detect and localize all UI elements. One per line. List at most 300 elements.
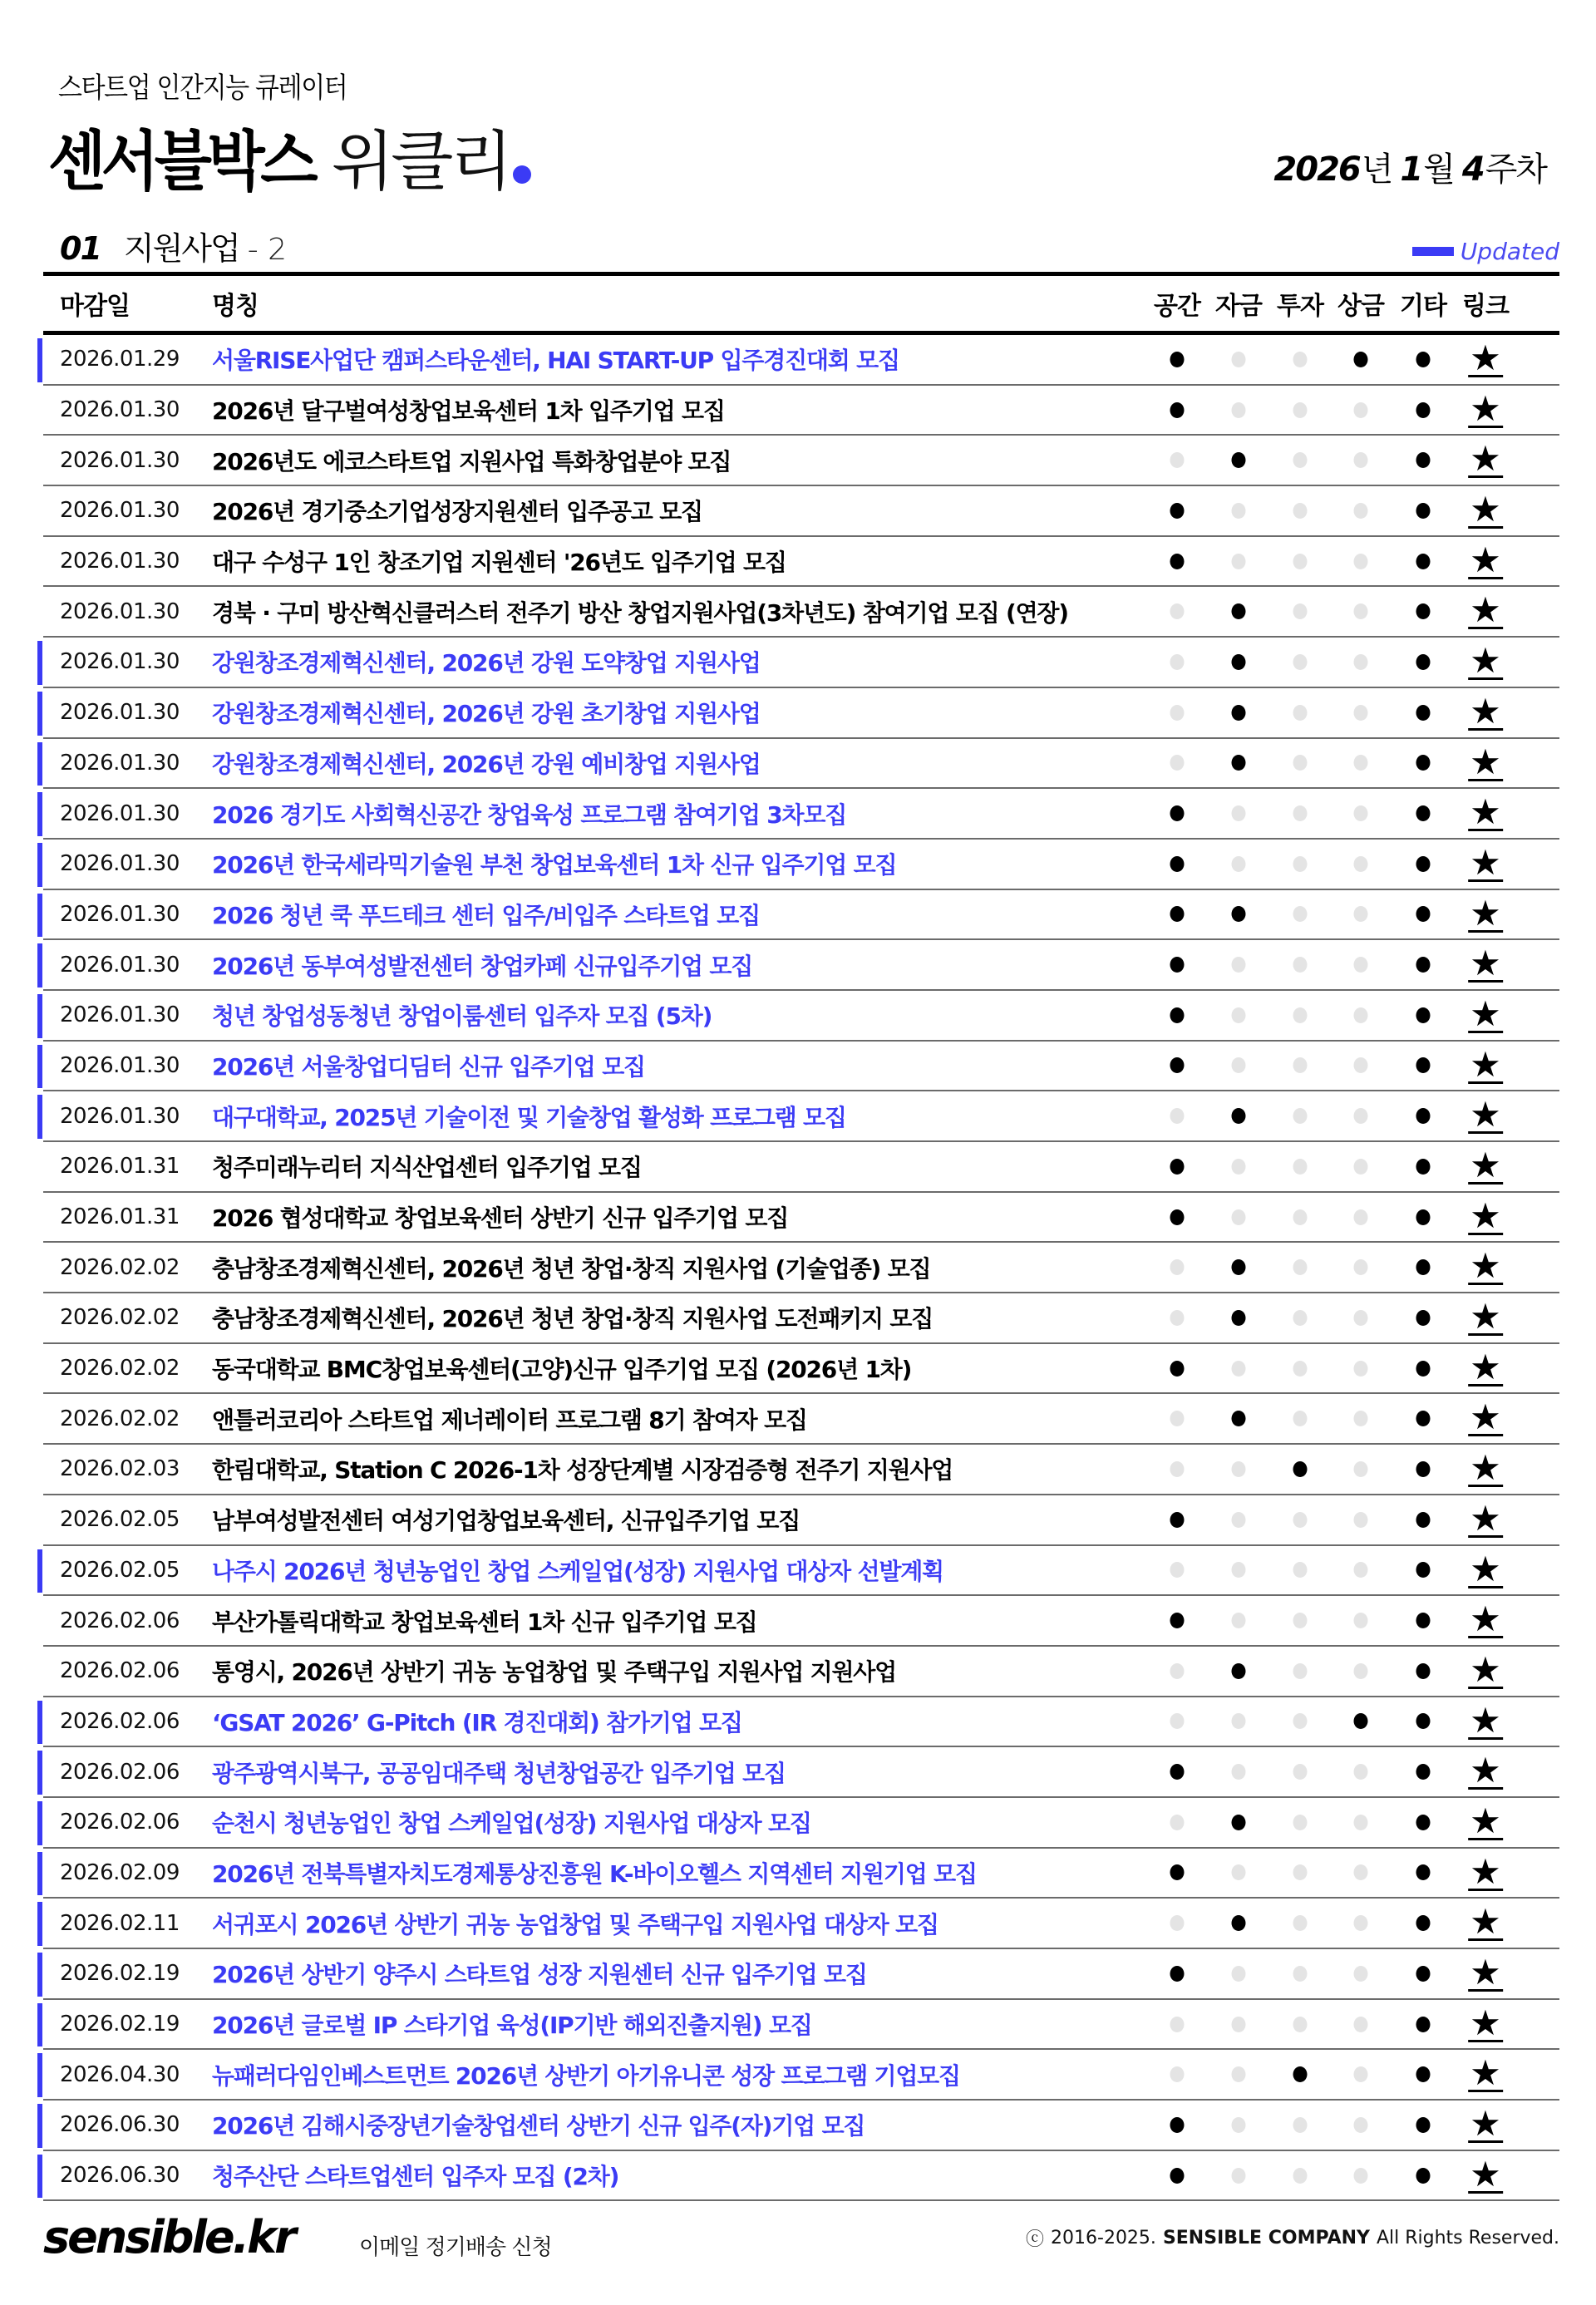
column-header-fund: 자금 [1215, 292, 1262, 321]
empty-dot-icon-prize [1354, 402, 1368, 418]
row-link-star-icon[interactable]: ★ [1470, 337, 1501, 378]
row-program-name: 2026년 한국세라믹기술원 부천 창업보육센터 1차 신규 입주기업 모집 [212, 851, 897, 879]
filled-dot-icon-etc [1416, 2168, 1431, 2184]
table-row [43, 991, 1559, 1042]
updated-legend-label: Updated [1460, 238, 1559, 265]
issue-week [1273, 143, 1553, 190]
row-link-star-icon[interactable]: ★ [1470, 589, 1501, 631]
filled-dot-icon-fund [1232, 452, 1246, 468]
filled-dot-icon-etc [1416, 1915, 1431, 1931]
empty-dot-icon-prize [1354, 1461, 1368, 1477]
row-link-star-icon[interactable]: ★ [1470, 1346, 1501, 1387]
filled-dot-icon-space [1170, 906, 1185, 922]
issue-month: 1 [1400, 150, 1422, 189]
empty-dot-icon-invest [1293, 2117, 1308, 2133]
empty-dot-icon-prize [1354, 1361, 1368, 1377]
empty-dot-icon-prize [1354, 1663, 1368, 1679]
column-header-link: 링크 [1462, 292, 1509, 321]
empty-dot-icon-invest [1293, 1411, 1308, 1426]
filled-dot-icon-space [1170, 2168, 1185, 2184]
table-row [43, 1546, 1559, 1597]
row-link-star-icon[interactable]: ★ [1470, 1598, 1501, 1640]
table-row [43, 587, 1559, 638]
table-row [43, 1344, 1559, 1395]
table-row [43, 1394, 1559, 1445]
row-deadline: 2026.02.02 [60, 1305, 180, 1331]
empty-dot-icon-invest [1293, 1966, 1308, 1982]
row-link-star-icon[interactable]: ★ [1470, 1094, 1501, 1135]
row-program-name: 경북 · 구미 방산혁신클러스터 전주기 방산 창업지원사업(3차년도) 참여기업 모집 (연장) [212, 598, 1068, 627]
empty-dot-icon-fund [1232, 856, 1246, 872]
table-row [43, 1647, 1559, 1697]
column-header-invest: 투자 [1277, 292, 1323, 321]
row-deadline: 2026.02.09 [60, 1859, 180, 1885]
row-link-star-icon[interactable]: ★ [1470, 489, 1501, 530]
filled-dot-icon-etc [1416, 1259, 1431, 1275]
row-program-name: 동국대학교 BMC창업보육센터(고양)신규 입주기업 모집 (2026년 1차) [212, 1356, 912, 1384]
row-link-star-icon[interactable]: ★ [1470, 1194, 1501, 1236]
filled-dot-icon-space [1170, 402, 1185, 418]
table-row [43, 789, 1559, 840]
filled-dot-icon-space [1170, 1057, 1185, 1073]
empty-dot-icon-fund [1232, 805, 1246, 821]
row-program-name: 서귀포시 2026년 상반기 귀농 농업창업 및 주택구입 지원사업 대상자 모집 [212, 1910, 938, 1938]
row-link-star-icon[interactable]: ★ [1470, 1548, 1501, 1589]
empty-dot-icon-invest [1293, 654, 1308, 670]
empty-dot-icon-prize [1354, 705, 1368, 721]
empty-dot-icon-space [1170, 755, 1185, 771]
copyright-years: 2016-2025. [1051, 2228, 1156, 2248]
brand-title [48, 110, 531, 203]
row-program-name: 2026년 글로벌 IP 스타기업 육성(IP기반 해외진출지원) 모집 [212, 2012, 812, 2040]
row-program-name: 2026 경기도 사회혁신공간 창업육성 프로그램 참여기업 3차모집 [212, 800, 847, 829]
filled-dot-icon-fund [1232, 705, 1246, 721]
section-page-suffix: - 2 [247, 233, 288, 267]
table-row [43, 2000, 1559, 2051]
row-link-star-icon[interactable]: ★ [1470, 2002, 1501, 2043]
row-program-name: 앤틀러코리아 스타트업 제너레이터 프로그램 8기 참여자 모집 [212, 1406, 807, 1434]
row-program-name: 2026 청년 쿡 푸드테크 센터 입주/비입주 스타트업 모집 [212, 901, 760, 929]
row-program-name: 2026년도 에코스타트업 지원사업 특화창업분야 모집 [212, 447, 732, 475]
empty-dot-icon-prize [1354, 1815, 1368, 1830]
copyright-company: SENSIBLE COMPANY [1162, 2228, 1370, 2248]
row-program-name: 한림대학교, Station C 2026-1차 성장단계별 시장검증형 전주기 지원사업 [212, 1456, 953, 1485]
email-subscribe-link[interactable]: 이메일 정기배송 신청 [359, 2235, 552, 2260]
empty-dot-icon-invest [1293, 1108, 1308, 1124]
row-deadline: 2026.01.30 [60, 649, 180, 675]
empty-dot-icon-prize [1354, 1512, 1368, 1528]
row-program-name: 청주산단 스타트업센터 입주자 모집 (2차) [212, 2163, 619, 2191]
table-row [43, 688, 1559, 739]
row-program-name: 나주시 2026년 청년농업인 창업 스케일업(성장) 지원사업 대상자 선발계획 [212, 1557, 943, 1585]
empty-dot-icon-space [1170, 1815, 1185, 1830]
row-deadline: 2026.01.30 [60, 498, 180, 524]
table-row [43, 2151, 1559, 2202]
filled-dot-icon-etc [1416, 1057, 1431, 1073]
row-program-name: 대구 수성구 1인 창조기업 지원센터 '26년도 입주기업 모집 [212, 549, 786, 577]
row-link-star-icon[interactable]: ★ [1470, 1396, 1501, 1438]
empty-dot-icon-fund [1232, 1512, 1246, 1528]
table-row [43, 1142, 1559, 1193]
column-header-etc: 기타 [1400, 292, 1446, 321]
row-link-star-icon[interactable]: ★ [1470, 2103, 1501, 2145]
filled-dot-icon-etc [1416, 1310, 1431, 1326]
row-link-star-icon[interactable]: ★ [1470, 1497, 1501, 1539]
filled-dot-icon-fund [1232, 906, 1246, 922]
section-title: 지원사업 [123, 230, 239, 267]
table-row [43, 386, 1559, 436]
row-deadline: 2026.01.31 [60, 1204, 180, 1230]
row-deadline: 2026.02.06 [60, 1810, 180, 1835]
row-program-name: 뉴패러다임인베스트먼트 2026년 상반기 아기유니콘 성장 프로그램 기업모집 [212, 2061, 960, 2090]
filled-dot-icon-etc [1416, 654, 1431, 670]
filled-dot-icon-etc [1416, 957, 1431, 973]
row-deadline: 2026.06.30 [60, 2112, 180, 2138]
table-row [43, 940, 1559, 991]
filled-dot-icon-invest [1293, 2066, 1308, 2082]
table-row [43, 1849, 1559, 1899]
empty-dot-icon-prize [1354, 452, 1368, 468]
row-program-name: 충남창조경제혁신센터, 2026년 청년 창업·창직 지원사업 도전패키지 모집 [212, 1305, 933, 1333]
empty-dot-icon-prize [1354, 1259, 1368, 1275]
table-row [43, 1747, 1559, 1798]
row-program-name: 청년 창업성동청년 창업이룸센터 입주자 모집 (5차) [212, 1002, 712, 1031]
filled-dot-icon-space [1170, 1007, 1185, 1023]
empty-dot-icon-invest [1293, 1764, 1308, 1780]
row-deadline: 2026.02.06 [60, 1658, 180, 1684]
empty-dot-icon-prize [1354, 1864, 1368, 1880]
filled-dot-icon-space [1170, 1966, 1185, 1982]
empty-dot-icon-fund [1232, 554, 1246, 569]
row-link-star-icon[interactable]: ★ [1470, 1245, 1501, 1287]
table-body [43, 335, 1559, 2201]
empty-dot-icon-fund [1232, 1007, 1246, 1023]
filled-dot-icon-etc [1416, 1815, 1431, 1830]
empty-dot-icon-fund [1232, 1764, 1246, 1780]
empty-dot-icon-prize [1354, 1057, 1368, 1073]
row-link-star-icon[interactable]: ★ [1470, 841, 1501, 883]
row-deadline: 2026.01.30 [60, 952, 180, 978]
row-deadline: 2026.06.30 [60, 2163, 180, 2189]
empty-dot-icon-space [1170, 654, 1185, 670]
row-deadline: 2026.01.30 [60, 800, 180, 826]
row-link-star-icon[interactable]: ★ [1470, 2052, 1501, 2094]
filled-dot-icon-space [1170, 1159, 1185, 1175]
empty-dot-icon-invest [1293, 1562, 1308, 1578]
row-link-star-icon[interactable]: ★ [1470, 1648, 1501, 1690]
filled-dot-icon-fund [1232, 603, 1246, 619]
empty-dot-icon-invest [1293, 856, 1308, 872]
empty-dot-icon-fund [1232, 1361, 1246, 1377]
row-program-name: 광주광역시북구, 공공임대주택 청년창업공간 입주기업 모집 [212, 1759, 786, 1787]
row-deadline: 2026.01.30 [60, 750, 180, 776]
filled-dot-icon-etc [1416, 1764, 1431, 1780]
empty-dot-icon-fund [1232, 2117, 1246, 2133]
table-row [43, 1697, 1559, 1748]
row-link-star-icon[interactable]: ★ [1470, 741, 1501, 782]
row-deadline: 2026.01.30 [60, 1002, 180, 1028]
empty-dot-icon-prize [1354, 1159, 1368, 1175]
row-link-star-icon[interactable]: ★ [1470, 943, 1501, 984]
filled-dot-icon-space [1170, 1613, 1185, 1628]
copyright [1026, 2225, 1559, 2251]
table-row [43, 1445, 1559, 1495]
filled-dot-icon-etc [1416, 1562, 1431, 1578]
filled-dot-icon-etc [1416, 603, 1431, 619]
empty-dot-icon-space [1170, 1562, 1185, 1578]
filled-dot-icon-etc [1416, 2017, 1431, 2032]
row-program-name: 2026년 달구벌여성창업보육센터 1차 입주기업 모집 [212, 397, 725, 426]
row-link-star-icon[interactable]: ★ [1470, 992, 1501, 1034]
row-link-star-icon[interactable]: ★ [1470, 640, 1501, 682]
empty-dot-icon-prize [1354, 654, 1368, 670]
filled-dot-icon-etc [1416, 2066, 1431, 2082]
row-link-star-icon[interactable]: ★ [1470, 690, 1501, 731]
empty-dot-icon-space [1170, 1108, 1185, 1124]
row-deadline: 2026.02.05 [60, 1557, 180, 1583]
empty-dot-icon-prize [1354, 1966, 1368, 1982]
empty-dot-icon-prize [1354, 1915, 1368, 1931]
programs-table [43, 272, 1559, 2201]
filled-dot-icon-etc [1416, 1159, 1431, 1175]
row-program-name: 강원창조경제혁신센터, 2026년 강원 초기창업 지원사업 [212, 700, 761, 728]
table-row [43, 537, 1559, 588]
row-program-name: 순천시 청년농업인 창업 스케일업(성장) 지원사업 대상자 모집 [212, 1810, 811, 1838]
filled-dot-icon-etc [1416, 1461, 1431, 1477]
issue-week-unit: 주차 [1485, 150, 1546, 189]
empty-dot-icon-space [1170, 1663, 1185, 1679]
row-link-star-icon[interactable]: ★ [1470, 1145, 1501, 1185]
empty-dot-icon-invest [1293, 603, 1308, 619]
empty-dot-icon-invest [1293, 1057, 1308, 1073]
empty-dot-icon-fund [1232, 2066, 1246, 2082]
section-number: 01 [60, 230, 101, 267]
empty-dot-icon-fund [1232, 1713, 1246, 1729]
empty-dot-icon-invest [1293, 352, 1308, 367]
empty-dot-icon-prize [1354, 2017, 1368, 2032]
row-program-name: 2026년 김해시중장년기술창업센터 상반기 신규 입주(자)기업 모집 [212, 2112, 865, 2140]
table-row [43, 1293, 1559, 1344]
row-link-star-icon[interactable]: ★ [1470, 791, 1501, 833]
empty-dot-icon-invest [1293, 1864, 1308, 1880]
empty-dot-icon-prize [1354, 1108, 1368, 1124]
row-program-name: 2026년 서울창업디딤터 신규 입주기업 모집 [212, 1052, 645, 1081]
empty-dot-icon-fund [1232, 1209, 1246, 1225]
brand-title-light: 위클리 [331, 125, 510, 199]
row-deadline: 2026.01.30 [60, 397, 180, 423]
filled-dot-icon-etc [1416, 1613, 1431, 1628]
table-row [43, 1899, 1559, 1949]
updated-marker-icon [1412, 247, 1454, 256]
empty-dot-icon-prize [1354, 2117, 1368, 2133]
row-deadline: 2026.04.30 [60, 2061, 180, 2087]
empty-dot-icon-fund [1232, 1864, 1246, 1880]
filled-dot-icon-fund [1232, 1411, 1246, 1426]
filled-dot-icon-etc [1416, 1411, 1431, 1426]
row-link-star-icon[interactable]: ★ [1470, 1043, 1501, 1085]
empty-dot-icon-invest [1293, 1159, 1308, 1175]
filled-dot-icon-etc [1416, 1007, 1431, 1023]
row-program-name: 강원창조경제혁신센터, 2026년 강원 도약창업 지원사업 [212, 649, 761, 677]
empty-dot-icon-invest [1293, 1613, 1308, 1628]
empty-dot-icon-invest [1293, 805, 1308, 821]
filled-dot-icon-space [1170, 503, 1185, 519]
row-link-star-icon[interactable]: ★ [1470, 1800, 1501, 1841]
row-link-star-icon[interactable]: ★ [1470, 1952, 1501, 1992]
row-deadline: 2026.02.06 [60, 1759, 180, 1785]
row-link-star-icon[interactable]: ★ [1470, 1447, 1501, 1489]
row-program-name: 충남창조경제혁신센터, 2026년 청년 창업·창직 지원사업 (기술업종) 모집 [212, 1254, 931, 1283]
row-link-star-icon[interactable]: ★ [1470, 387, 1501, 429]
row-program-name: 남부여성발전센터 여성기업창업보육센터, 신규입주기업 모집 [212, 1507, 800, 1535]
empty-dot-icon-space [1170, 705, 1185, 721]
filled-dot-icon-etc [1416, 1864, 1431, 1880]
empty-dot-icon-prize [1354, 2066, 1368, 2082]
empty-dot-icon-prize [1354, 1764, 1368, 1780]
row-link-star-icon[interactable]: ★ [1470, 1901, 1501, 1943]
empty-dot-icon-prize [1354, 805, 1368, 821]
filled-dot-icon-fund [1232, 1815, 1246, 1830]
empty-dot-icon-fund [1232, 352, 1246, 367]
footer-logo[interactable]: sensible.kr [43, 2211, 294, 2263]
filled-dot-icon-etc [1416, 1713, 1431, 1729]
empty-dot-icon-fund [1232, 1966, 1246, 1982]
empty-dot-icon-prize [1354, 554, 1368, 569]
empty-dot-icon-fund [1232, 402, 1246, 418]
row-deadline: 2026.01.30 [60, 549, 180, 574]
empty-dot-icon-space [1170, 1310, 1185, 1326]
filled-dot-icon-etc [1416, 1209, 1431, 1225]
table-header [43, 276, 1559, 331]
issue-month-unit: 월 [1423, 150, 1454, 189]
empty-dot-icon-invest [1293, 705, 1308, 721]
empty-dot-icon-invest [1293, 452, 1308, 468]
empty-dot-icon-invest [1293, 1663, 1308, 1679]
row-program-name: 서울RISE사업단 캠퍼스타운센터, HAI START-UP 입주경진대회 모집 [212, 347, 899, 375]
row-link-star-icon[interactable]: ★ [1470, 1699, 1501, 1741]
updated-legend [1412, 238, 1559, 265]
table-row [43, 1091, 1559, 1142]
table-row [43, 1042, 1559, 1092]
empty-dot-icon-fund [1232, 2168, 1246, 2184]
row-program-name: 대구대학교, 2025년 기술이전 및 기술창업 활성화 프로그램 모집 [212, 1103, 846, 1131]
filled-dot-icon-fund [1232, 1259, 1246, 1275]
table-row [43, 2101, 1559, 2151]
empty-dot-icon-prize [1354, 1613, 1368, 1628]
empty-dot-icon-prize [1354, 1310, 1368, 1326]
filled-dot-icon-etc [1416, 2117, 1431, 2133]
filled-dot-icon-space [1170, 1361, 1185, 1377]
filled-dot-icon-etc [1416, 1108, 1431, 1124]
row-link-star-icon[interactable]: ★ [1470, 1296, 1501, 1337]
empty-dot-icon-space [1170, 603, 1185, 619]
filled-dot-icon-etc [1416, 352, 1431, 367]
empty-dot-icon-invest [1293, 1007, 1308, 1023]
empty-dot-icon-invest [1293, 2168, 1308, 2184]
row-deadline: 2026.02.02 [60, 1356, 180, 1382]
empty-dot-icon-prize [1354, 906, 1368, 922]
empty-dot-icon-invest [1293, 957, 1308, 973]
empty-dot-icon-prize [1354, 2168, 1368, 2184]
empty-dot-icon-invest [1293, 1713, 1308, 1729]
empty-dot-icon-space [1170, 2017, 1185, 2032]
filled-dot-icon-invest [1293, 1461, 1308, 1477]
empty-dot-icon-prize [1354, 856, 1368, 872]
row-link-star-icon[interactable]: ★ [1470, 2153, 1501, 2194]
empty-dot-icon-invest [1293, 2017, 1308, 2032]
empty-dot-icon-fund [1232, 1613, 1246, 1628]
filled-dot-icon-etc [1416, 906, 1431, 922]
empty-dot-icon-space [1170, 452, 1185, 468]
header-subtitle: 스타트업 인간지능 큐레이터 [58, 71, 347, 105]
filled-dot-icon-space [1170, 1209, 1185, 1225]
filled-dot-icon-space [1170, 856, 1185, 872]
row-deadline: 2026.02.05 [60, 1507, 180, 1533]
filled-dot-icon-prize [1354, 352, 1368, 367]
filled-dot-icon-etc [1416, 805, 1431, 821]
empty-dot-icon-space [1170, 1259, 1185, 1275]
filled-dot-icon-etc [1416, 402, 1431, 418]
row-link-star-icon[interactable]: ★ [1470, 1750, 1501, 1791]
row-program-name: 부산가톨릭대학교 창업보육센터 1차 신규 입주기업 모집 [212, 1608, 757, 1636]
filled-dot-icon-space [1170, 1764, 1185, 1780]
empty-dot-icon-prize [1354, 957, 1368, 973]
filled-dot-icon-fund [1232, 654, 1246, 670]
row-deadline: 2026.02.02 [60, 1406, 180, 1431]
empty-dot-icon-fund [1232, 1562, 1246, 1578]
row-deadline: 2026.01.31 [60, 1154, 180, 1180]
filled-dot-icon-etc [1416, 554, 1431, 569]
row-deadline: 2026.02.19 [60, 1961, 180, 1987]
filled-dot-icon-fund [1232, 1663, 1246, 1679]
filled-dot-icon-fund [1232, 755, 1246, 771]
row-link-star-icon[interactable]: ★ [1470, 892, 1501, 933]
empty-dot-icon-invest [1293, 1512, 1308, 1528]
table-row [43, 638, 1559, 688]
row-program-name: 통영시, 2026년 상반기 귀농 농업창업 및 주택구입 지원사업 지원사업 [212, 1658, 897, 1687]
filled-dot-icon-fund [1232, 1915, 1246, 1931]
empty-dot-icon-prize [1354, 503, 1368, 519]
table-row [43, 840, 1559, 890]
row-deadline: 2026.01.30 [60, 1103, 180, 1129]
empty-dot-icon-prize [1354, 1411, 1368, 1426]
filled-dot-icon-etc [1416, 755, 1431, 771]
row-deadline: 2026.02.11 [60, 1910, 180, 1936]
filled-dot-icon-etc [1416, 452, 1431, 468]
row-link-star-icon[interactable]: ★ [1470, 438, 1501, 480]
empty-dot-icon-invest [1293, 1259, 1308, 1275]
row-program-name: 2026년 전북특별자치도경제통상진흥원 K-바이오헬스 지역센터 지원기업 모집 [212, 1859, 977, 1888]
column-header-name: 명칭 [212, 292, 259, 321]
table-row [43, 2050, 1559, 2101]
row-deadline: 2026.01.30 [60, 901, 180, 927]
empty-dot-icon-fund [1232, 957, 1246, 973]
row-program-name: 2026 협성대학교 창업보육센터 상반기 신규 입주기업 모집 [212, 1204, 789, 1233]
row-link-star-icon[interactable]: ★ [1470, 1850, 1501, 1892]
filled-dot-icon-space [1170, 1864, 1185, 1880]
empty-dot-icon-fund [1232, 1159, 1246, 1175]
row-program-name: 강원창조경제혁신센터, 2026년 강원 예비창업 지원사업 [212, 750, 761, 778]
row-program-name: 2026년 동부여성발전센터 창업카페 신규입주기업 모집 [212, 952, 753, 980]
row-link-star-icon[interactable]: ★ [1470, 539, 1501, 580]
table-row [43, 1596, 1559, 1647]
filled-dot-icon-space [1170, 1512, 1185, 1528]
empty-dot-icon-invest [1293, 1310, 1308, 1326]
row-deadline: 2026.02.06 [60, 1608, 180, 1633]
empty-dot-icon-invest [1293, 554, 1308, 569]
row-deadline: 2026.02.06 [60, 1708, 180, 1734]
column-header-deadline: 마감일 [60, 292, 130, 321]
